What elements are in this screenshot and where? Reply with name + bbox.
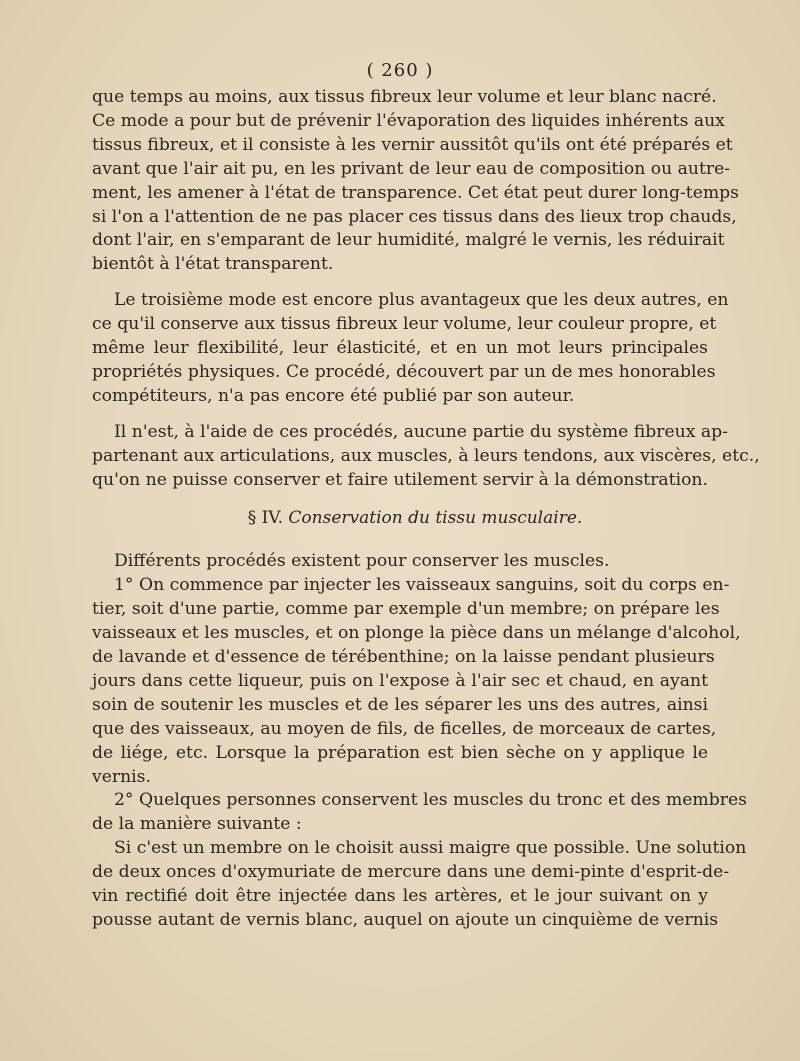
paragraph [92, 289, 729, 409]
text-line: 1° On commence par injecter les vaisseaux sanguins, soit du corps en- [114, 575, 730, 596]
text-line: jours dans cette liqueur, puis on l'expose à l'air sec et chaud, en ayant [92, 670, 708, 691]
paragraph [92, 789, 747, 837]
text-line: Différents procédés existent pour conserver les muscles. [114, 551, 610, 572]
text-line: ce qu'il conserve aux tissus fibreux leur volume, leur couleur propre, et [92, 314, 717, 335]
paragraph [92, 421, 760, 493]
text-line: propriétés physiques. Ce procédé, découvert par un de mes honorables [92, 361, 716, 382]
page-number-header: ( 260 ) [366, 60, 434, 81]
section-heading [92, 507, 708, 531]
paragraph [92, 86, 739, 277]
text-line: Il n'est, à l'aide de ces procédés, aucune partie du système fibreux ap- [114, 421, 728, 442]
paragraph [92, 837, 747, 933]
text-line: compétiteurs, n'a pas encore été publié par son auteur. [92, 385, 575, 406]
text-line: de la manière suivante : [92, 814, 302, 835]
text-line: qu'on ne puisse conserver et faire utilement servir à la démonstration. [92, 469, 708, 490]
text-line: vin rectifié doit être injectée dans les artères, et le jour suivant on y [92, 886, 708, 907]
text-line: avant que l'air ait pu, en les privant de leur eau de composition ou autre- [92, 158, 731, 179]
text-line: que des vaisseaux, au moyen de fils, de ficelles, de morceaux de cartes, [92, 718, 717, 739]
text-line: de lavande et d'essence de térébenthine; on la laisse pendant plusieurs [92, 647, 715, 668]
text-line: partenant aux articulations, aux muscles, à leurs tendons, aux viscères, etc., [92, 445, 760, 466]
text-line: bientôt à l'état transparent. [92, 254, 334, 275]
text-line: même leur flexibilité, leur élasticité, et en un mot leurs principales [92, 338, 708, 359]
text-line: que temps au moins, aux tissus fibreux leur volume et leur blanc nacré. [92, 87, 717, 107]
text-line: dont l'air, en s'emparant de leur humidité, malgré le vernis, les réduirait [92, 230, 725, 251]
text-line: tissus fibreux, et il consiste à les vernir aussitôt qu'ils ont été préparés et [92, 134, 733, 155]
text-line: soin de soutenir les muscles et de les séparer les uns des autres, ainsi [92, 694, 708, 715]
text-line: Le troisième mode est encore plus avantageux que les deux autres, en [114, 290, 729, 311]
text-line: de liége, etc. Lorsque la préparation est bien sèche on y applique le [92, 742, 708, 763]
text-line: tier, soit d'une partie, comme par exemple d'un membre; on prépare les [92, 599, 720, 620]
section-number: § IV. [247, 507, 284, 528]
text-line: 2° Quelques personnes conservent les muscles du tronc et des membres [114, 790, 747, 811]
page-body [92, 86, 760, 933]
text-line: vernis. [92, 766, 151, 787]
text-line: si l'on a l'attention de ne pas placer ces tissus dans des lieux trop chauds, [92, 206, 737, 227]
paragraph [92, 550, 708, 574]
text-line: Si c'est un membre on le choisit aussi maigre que possible. Une solution [114, 838, 747, 859]
text-line: Ce mode a pour but de prévenir l'évaporation des liquides inhérents aux [92, 110, 725, 131]
text-line: pousse autant de vernis blanc, auquel on ajoute un cinquième de vernis [92, 910, 719, 930]
text-line: de deux onces d'oxymuriate de mercure dans une demi-pinte d'esprit-de- [92, 862, 730, 883]
text-line: vaisseaux et les muscles, et on plonge la pièce dans un mélange d'alcohol, [92, 623, 741, 644]
paragraph [92, 574, 741, 789]
text-line: ment, les amener à l'état de transparence. Cet état peut durer long-temps [92, 182, 739, 203]
section-title: Conservation du tissu musculaire. [288, 507, 583, 528]
